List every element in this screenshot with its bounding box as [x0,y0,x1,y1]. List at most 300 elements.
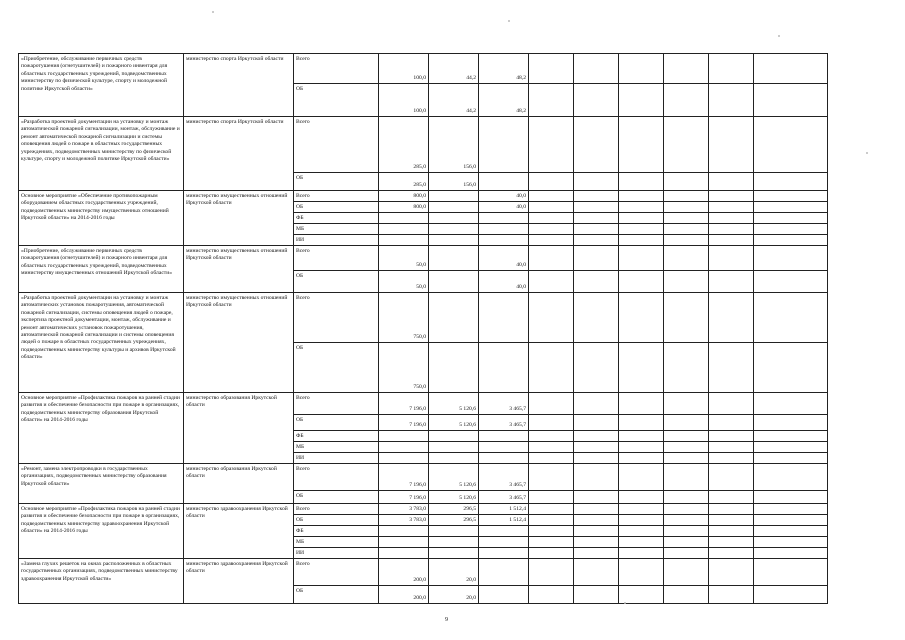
funding-source: Всего [294,246,379,271]
indicator-cell [619,537,664,548]
indicator-cell [754,202,828,213]
amount-year-3: 1 512,4 [479,504,529,515]
indicator-cell [709,515,754,526]
amount-year-3: 3 465,7 [479,393,529,415]
indicator-cell [574,54,619,84]
amount-year-3: 40,0 [479,246,529,271]
indicator-cell [574,117,619,173]
indicator-cell [664,117,709,173]
amount-year-3 [479,224,529,235]
indicator-cell [664,202,709,213]
funding-source: ИИ [294,235,379,246]
indicator-cell [664,235,709,246]
indicator-cell [529,431,574,442]
indicator-cell [529,537,574,548]
indicator-cell [619,515,664,526]
indicator-cell [574,224,619,235]
amount-year-2: 20,0 [429,559,479,586]
indicator-cell [709,84,754,117]
funding-source: МБ [294,224,379,235]
amount-year-3 [479,117,529,173]
indicator-cell [754,213,828,224]
measure-description: Основное мероприятие «Обеспечение противопожарным оборудованием областных государственных учреждений, подведомственных министерству имущественных отношений Иркутской области» на 2014-2016 годы [19,191,184,246]
indicator-cell [574,526,619,537]
amount-year-1: 200,0 [379,559,429,586]
amount-year-1: 285,0 [379,117,429,173]
indicator-cell [529,526,574,537]
indicator-cell [664,442,709,453]
indicator-cell [709,537,754,548]
amount-year-3: 1 512,4 [479,515,529,526]
indicator-cell [619,117,664,173]
indicator-cell [619,393,664,415]
amount-year-3: 3 465,7 [479,491,529,504]
indicator-cell [664,271,709,293]
indicator-cell [529,515,574,526]
amount-year-2 [429,442,479,453]
amount-year-1: 7 196,0 [379,464,429,491]
indicator-cell [664,504,709,515]
indicator-cell [619,504,664,515]
indicator-cell [574,431,619,442]
indicator-cell [754,559,828,586]
indicator-cell [664,559,709,586]
funding-source: Всего [294,393,379,415]
indicator-cell [709,431,754,442]
indicator-cell [754,343,828,393]
amount-year-2 [429,224,479,235]
amount-year-2 [429,271,479,293]
indicator-cell [664,54,709,84]
indicator-cell [574,453,619,464]
indicator-cell [754,173,828,191]
responsible-executor: министерство имущественных отношений Иркутской области [184,246,294,293]
table-row [19,246,828,271]
indicator-cell [529,393,574,415]
indicator-cell [754,431,828,442]
indicator-cell [754,393,828,415]
amount-year-1: 50,0 [379,246,429,271]
indicator-cell [574,213,619,224]
indicator-cell [709,246,754,271]
indicator-cell [664,173,709,191]
indicator-cell [664,224,709,235]
amount-year-3 [479,559,529,586]
amount-year-2: 44,2 [429,84,479,117]
responsible-executor: министерство имущественных отношений Иркутской области [184,191,294,246]
indicator-cell [529,213,574,224]
funding-source: ФБ [294,213,379,224]
indicator-cell [619,246,664,271]
indicator-cell [664,453,709,464]
amount-year-2: 296,5 [429,504,479,515]
budget-table-page [18,53,827,604]
measure-description: «Приобретение, обслуживание первичных средств пожаротушения (огнетушителей) и пожарного инвентаря для областных государственных учреждений, подведомственных министерству имущественных отношений Иркутской области» [19,246,184,293]
indicator-cell [619,293,664,343]
indicator-cell [574,235,619,246]
amount-year-1 [379,431,429,442]
indicator-cell [619,559,664,586]
indicator-cell [529,271,574,293]
indicator-cell [709,343,754,393]
indicator-cell [619,453,664,464]
indicator-cell [709,202,754,213]
indicator-cell [619,491,664,504]
indicator-cell [664,431,709,442]
amount-year-3 [479,173,529,191]
amount-year-1 [379,537,429,548]
funding-source: ОБ [294,586,379,604]
amount-year-2 [429,548,479,559]
amount-year-2: 5 120,6 [429,464,479,491]
indicator-cell [709,213,754,224]
measure-description: «Разработка проектной документации на установку и монтаж автоматических установок пожаротушения, автоматической пожарной сигнализации, системы оповещения людей о пожаре, экспертиза проектной документации, монтаж, обслуживание и ремонт автоматических установок пожаротушения, автоматической пожарной сигнализации и системы оповещения людей о пожаре в областных государственных учреждениях, подведомственных министерству культуры и архивов Иркутской области» [19,293,184,393]
indicator-cell [664,537,709,548]
indicator-cell [574,491,619,504]
amount-year-2 [429,202,479,213]
amount-year-1: 7 196,0 [379,415,429,431]
funding-source: ОБ [294,84,379,117]
indicator-cell [574,191,619,202]
responsible-executor: министерство здравоохранения Иркутской области [184,559,294,604]
responsible-executor: министерство образования Иркутской области [184,393,294,464]
indicator-cell [574,393,619,415]
amount-year-3 [479,213,529,224]
indicator-cell [754,117,828,173]
indicator-cell [709,453,754,464]
indicator-cell [664,246,709,271]
funding-source: МБ [294,442,379,453]
amount-year-3: 3 465,7 [479,464,529,491]
funding-source: Всего [294,464,379,491]
indicator-cell [709,293,754,343]
funding-source: ОБ [294,515,379,526]
amount-year-1: 750,0 [379,343,429,393]
amount-year-3 [479,453,529,464]
funding-source: ОБ [294,491,379,504]
indicator-cell [664,343,709,393]
funding-source: Всего [294,559,379,586]
indicator-cell [754,548,828,559]
indicator-cell [754,271,828,293]
table-row [19,393,828,415]
indicator-cell [619,271,664,293]
indicator-cell [619,235,664,246]
indicator-cell [619,343,664,393]
indicator-cell [664,515,709,526]
indicator-cell [574,293,619,343]
indicator-cell [619,84,664,117]
page-number: 9 [445,617,448,623]
amount-year-1: 100,0 [379,54,429,84]
funding-source: ОБ [294,415,379,431]
table-body [19,54,828,604]
indicator-cell [529,173,574,191]
amount-year-2: 5 120,6 [429,393,479,415]
indicator-cell [619,213,664,224]
amount-year-3 [479,235,529,246]
indicator-cell [664,393,709,415]
indicator-cell [664,84,709,117]
indicator-cell [529,491,574,504]
indicator-cell [664,415,709,431]
amount-year-3 [479,431,529,442]
indicator-cell [709,559,754,586]
indicator-cell [574,415,619,431]
indicator-cell [664,191,709,202]
amount-year-1: 200,0 [379,586,429,604]
amount-year-2 [429,537,479,548]
indicator-cell [709,54,754,84]
amount-year-3 [479,586,529,604]
amount-year-3: 40,0 [479,191,529,202]
indicator-cell [754,54,828,84]
amount-year-2: 156,0 [429,173,479,191]
indicator-cell [619,586,664,604]
indicator-cell [709,117,754,173]
indicator-cell [709,173,754,191]
indicator-cell [754,504,828,515]
amount-year-2: 5 120,6 [429,415,479,431]
indicator-cell [574,173,619,191]
amount-year-1: 3 783,0 [379,504,429,515]
funding-source: ИИ [294,453,379,464]
indicator-cell [754,453,828,464]
indicator-cell [619,173,664,191]
funding-source: Всего [294,117,379,173]
amount-year-1 [379,213,429,224]
budget-table [18,53,828,604]
amount-year-2 [429,293,479,343]
funding-source: Всего [294,191,379,202]
indicator-cell [754,293,828,343]
indicator-cell [529,54,574,84]
indicator-cell [529,453,574,464]
amount-year-2: 20,0 [429,586,479,604]
table-row [19,54,828,84]
scan-speck [778,35,780,37]
indicator-cell [754,464,828,491]
indicator-cell [574,515,619,526]
scan-speck [212,11,214,13]
responsible-executor: министерство спорта Иркутской области [184,54,294,117]
indicator-cell [529,586,574,604]
amount-year-3 [479,293,529,343]
indicator-cell [664,586,709,604]
indicator-cell [754,246,828,271]
indicator-cell [574,537,619,548]
indicator-cell [529,559,574,586]
indicator-cell [709,548,754,559]
indicator-cell [664,491,709,504]
scan-speck [624,602,626,604]
indicator-cell [709,191,754,202]
indicator-cell [754,537,828,548]
amount-year-2: 44,2 [429,54,479,84]
scan-speck [508,20,510,22]
amount-year-1 [379,526,429,537]
table-row [19,504,828,515]
indicator-cell [754,224,828,235]
funding-source: ОБ [294,271,379,293]
indicator-cell [529,504,574,515]
indicator-cell [619,202,664,213]
indicator-cell [754,415,828,431]
indicator-cell [529,191,574,202]
indicator-cell [619,54,664,84]
amount-year-2 [429,246,479,271]
amount-year-3 [479,526,529,537]
indicator-cell [754,235,828,246]
funding-source: ОБ [294,173,379,191]
indicator-cell [529,224,574,235]
amount-year-2: 5 120,6 [429,491,479,504]
amount-year-1: 100,0 [379,84,429,117]
indicator-cell [529,293,574,343]
indicator-cell [754,84,828,117]
indicator-cell [754,586,828,604]
table-row [19,464,828,491]
amount-year-1 [379,453,429,464]
indicator-cell [529,442,574,453]
indicator-cell [619,548,664,559]
measure-description: «Приобретение, обслуживание первичных средств пожаротушения (огнетушителей) и пожарного инвентаря для областных государственных учреждений, подведомственных министерству по физической культуре, спорту и молодежной политике Иркутской области» [19,54,184,117]
indicator-cell [529,202,574,213]
indicator-cell [619,191,664,202]
amount-year-3: 40,0 [479,271,529,293]
indicator-cell [709,393,754,415]
indicator-cell [574,559,619,586]
indicator-cell [574,246,619,271]
amount-year-1: 800,0 [379,191,429,202]
measure-description: Основное мероприятие «Профилактика пожаров на ранней стадии развития и обеспечение безопасности при пожаре в организациях, подведомственных министерству образования Иркутской области» на 2014-2016 годы [19,393,184,464]
measure-description: Основное мероприятие «Профилактика пожаров на ранней стадии развития и обеспечение безопасности при пожаре в организациях, подведомственных министерству здравоохранения Иркутской области» на 2014-2016 годы [19,504,184,559]
responsible-executor: министерство здравоохранения Иркутской области [184,504,294,559]
indicator-cell [619,224,664,235]
amount-year-3 [479,548,529,559]
responsible-executor: министерство имущественных отношений Иркутской области [184,293,294,393]
amount-year-2: 296,5 [429,515,479,526]
amount-year-3 [479,343,529,393]
indicator-cell [619,415,664,431]
amount-year-2 [429,191,479,202]
funding-source: Всего [294,293,379,343]
table-row [19,293,828,343]
indicator-cell [709,526,754,537]
amount-year-2 [429,235,479,246]
indicator-cell [709,415,754,431]
scan-speck [866,152,868,154]
indicator-cell [709,224,754,235]
indicator-cell [664,526,709,537]
funding-source: Всего [294,504,379,515]
amount-year-3: 48,2 [479,54,529,84]
responsible-executor: министерство спорта Иркутской области [184,117,294,191]
amount-year-2 [429,213,479,224]
amount-year-2 [429,343,479,393]
amount-year-1: 285,0 [379,173,429,191]
indicator-cell [529,548,574,559]
indicator-cell [709,442,754,453]
indicator-cell [529,415,574,431]
indicator-cell [574,271,619,293]
amount-year-1: 7 196,0 [379,393,429,415]
amount-year-2 [429,431,479,442]
indicator-cell [709,464,754,491]
indicator-cell [619,442,664,453]
amount-year-1 [379,548,429,559]
indicator-cell [709,271,754,293]
amount-year-1: 3 783,0 [379,515,429,526]
amount-year-3: 3 465,7 [479,415,529,431]
indicator-cell [574,343,619,393]
indicator-cell [574,442,619,453]
amount-year-2 [429,526,479,537]
table-row [19,191,828,202]
amount-year-2: 156,0 [429,117,479,173]
indicator-cell [664,213,709,224]
indicator-cell [574,84,619,117]
indicator-cell [754,515,828,526]
table-row [19,117,828,173]
indicator-cell [664,548,709,559]
measure-description: «Замена глухих решеток на окнах расположенных в областных государственных организациях, подведомственных министерству здравоохранения Иркутской области» [19,559,184,604]
amount-year-1 [379,224,429,235]
table-row [19,559,828,586]
indicator-cell [529,464,574,491]
indicator-cell [574,504,619,515]
funding-source: ФБ [294,526,379,537]
indicator-cell [664,293,709,343]
indicator-cell [529,343,574,393]
indicator-cell [529,84,574,117]
indicator-cell [709,491,754,504]
indicator-cell [574,548,619,559]
amount-year-3: 48,2 [479,84,529,117]
indicator-cell [754,191,828,202]
indicator-cell [529,117,574,173]
funding-source: МБ [294,537,379,548]
amount-year-3 [479,442,529,453]
amount-year-3 [479,537,529,548]
indicator-cell [529,246,574,271]
indicator-cell [709,235,754,246]
indicator-cell [529,235,574,246]
funding-source: Всего [294,54,379,84]
amount-year-1: 800,0 [379,202,429,213]
amount-year-3: 40,0 [479,202,529,213]
funding-source: ИИ [294,548,379,559]
indicator-cell [664,464,709,491]
amount-year-1: 7 196,0 [379,491,429,504]
indicator-cell [574,464,619,491]
amount-year-1: 750,0 [379,293,429,343]
responsible-executor: министерство образования Иркутской области [184,464,294,504]
funding-source: ФБ [294,431,379,442]
indicator-cell [754,442,828,453]
indicator-cell [754,526,828,537]
indicator-cell [754,491,828,504]
measure-description: «Разработка проектной документации на установку и монтаж автоматической пожарной сигнализации, монтаж, обслуживание и ремонт автоматической пожарной сигнализации и системы оповещения людей о пожаре в областных государственных учреждениях, подведомственных министерству по физической культуре, спорту и молодежной политике Иркутской области» [19,117,184,191]
indicator-cell [709,504,754,515]
indicator-cell [574,586,619,604]
funding-source: ОБ [294,202,379,213]
amount-year-2 [429,453,479,464]
amount-year-1 [379,235,429,246]
amount-year-1 [379,442,429,453]
indicator-cell [574,202,619,213]
measure-description: «Ремонт, замена электропроводки в государственных организациях, подведомственных министерству образования Иркутской области» [19,464,184,504]
